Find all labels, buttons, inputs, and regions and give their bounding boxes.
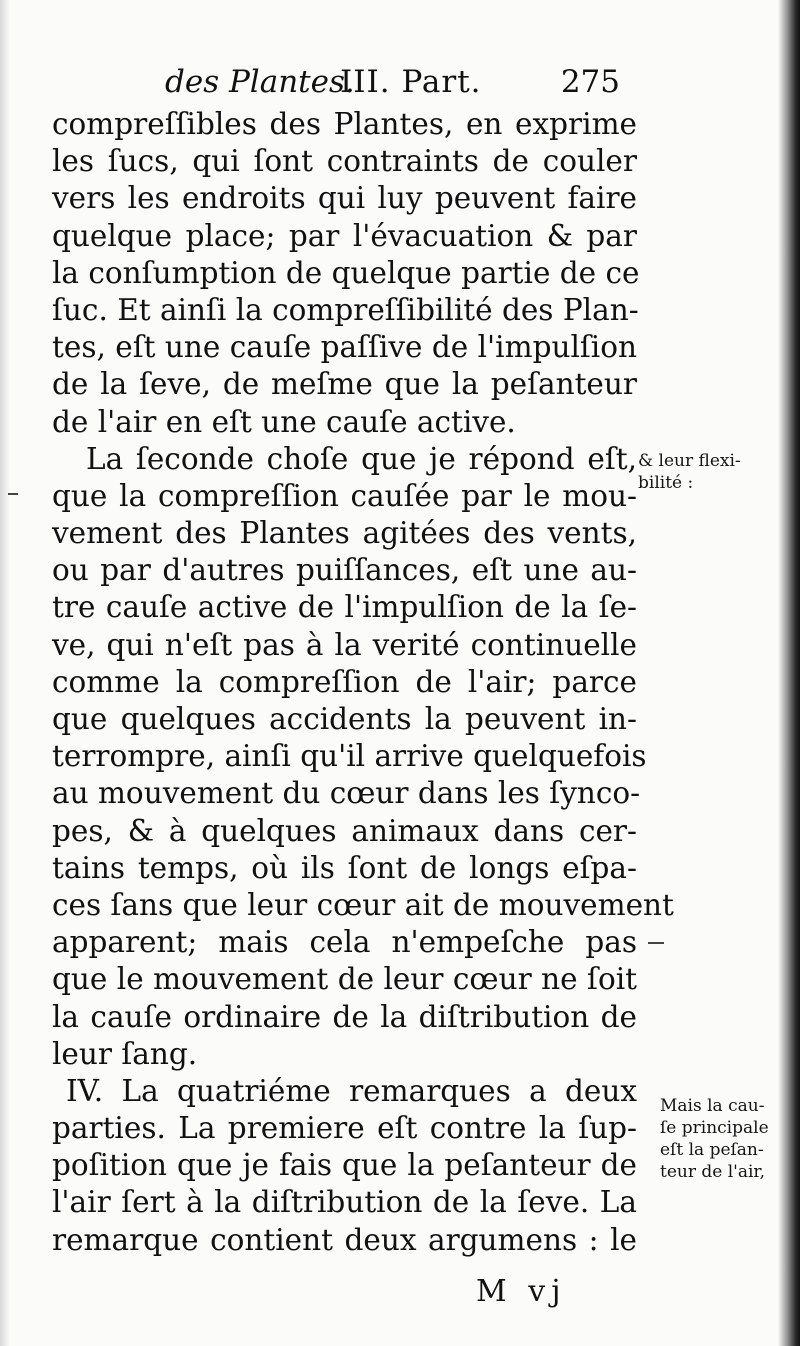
- text-line: ou par d'autres puiſſances, eſt une au-: [52, 553, 637, 588]
- text-line: l'air ſert à la diſtribution de la ſeve. La: [52, 1185, 637, 1220]
- text-line: au mouvement du cœur dans les ſynco-: [52, 776, 641, 811]
- margin-note-line: bilité :: [638, 473, 694, 493]
- text-line: apparent; mais cela n'empeſche pas: [52, 925, 637, 960]
- margin-note-flexibility: [638, 450, 768, 494]
- margin-note-line: & leur flexi-: [638, 451, 741, 471]
- body-text: [52, 106, 674, 1259]
- margin-note-line: teur de l'air,: [660, 1162, 766, 1182]
- text-line: la cauſe ordinaire de la diſtribution de: [52, 999, 637, 1034]
- text-line: tains temps, où ils ſont de longs eſpa-: [52, 850, 637, 885]
- text-line: vement des Plantes agitées des vents,: [52, 516, 637, 551]
- text-line: de la ſeve, de meſme que la peſanteur: [52, 367, 637, 402]
- text-line: comme la compreſſion de l'air; parce: [52, 664, 637, 699]
- text-line: remarque contient deux argumens : le: [52, 1222, 637, 1257]
- text-line: ve, qui n'eſt pas à la verité continuelle: [52, 627, 637, 662]
- text-line: de l'air en eſt une cauſe active.: [52, 404, 516, 439]
- running-header: [165, 62, 620, 102]
- text-line: ces ſans que leur cœur ait de mouvement: [52, 887, 674, 922]
- text-line: compreſſibles des Plantes, en exprime: [52, 107, 637, 141]
- page-number: 275: [560, 64, 620, 100]
- margin-note-principal-cause: [660, 1095, 785, 1183]
- text-line: ſuc. Et ainſi la compreſſibilité des Plan-: [52, 292, 639, 327]
- text-line: tes, eſt une cauſe paſſive de l'impulſion: [52, 330, 637, 365]
- running-title: des Plantes.: [165, 64, 355, 100]
- section-start-line: IV. La quatriéme remarques a deux: [66, 1073, 637, 1108]
- text-line: poſition que je fais que la peſanteur de: [52, 1148, 637, 1183]
- text-line: parties. La premiere eſt contre la ſup-: [52, 1111, 637, 1146]
- signature-mark: M vj: [476, 1274, 567, 1309]
- text-line: leur ſang.: [52, 1036, 198, 1071]
- text-line: vers les endroits qui luy peuvent faire: [52, 181, 637, 216]
- text-line: que le mouvement de leur cœur ne ſoit: [52, 962, 637, 997]
- margin-dash: [8, 493, 18, 495]
- paragraph-start-line: La ſeconde choſe que je répond eſt,: [86, 441, 637, 476]
- text-line: pes, & à quelques animaux dans cer-: [52, 813, 637, 848]
- text-line: quelque place; par l'évacuation & par: [52, 218, 637, 253]
- text-line: terrompre, ainſi qu'il arrive quelquefois: [52, 739, 647, 774]
- text-line: la conſumption de quelque partie de ce: [52, 255, 640, 290]
- text-line: tre cauſe active de l'impulſion de la ſe-: [52, 590, 637, 625]
- margin-note-line: ſe principale: [660, 1118, 769, 1138]
- part-label: III. Part.: [340, 64, 482, 100]
- margin-dash: [648, 942, 664, 944]
- text-line: que quelques accidents la peuvent in-: [52, 702, 637, 736]
- text-line: les ſucs, qui ſont contraints de couler: [52, 144, 637, 179]
- margin-note-line: eſt la peſan-: [660, 1140, 764, 1160]
- text-line: que la compreſſion cauſée par le mou-: [52, 478, 637, 513]
- page-gutter-shadow: [0, 0, 10, 1346]
- margin-note-line: Mais la cau-: [660, 1096, 765, 1116]
